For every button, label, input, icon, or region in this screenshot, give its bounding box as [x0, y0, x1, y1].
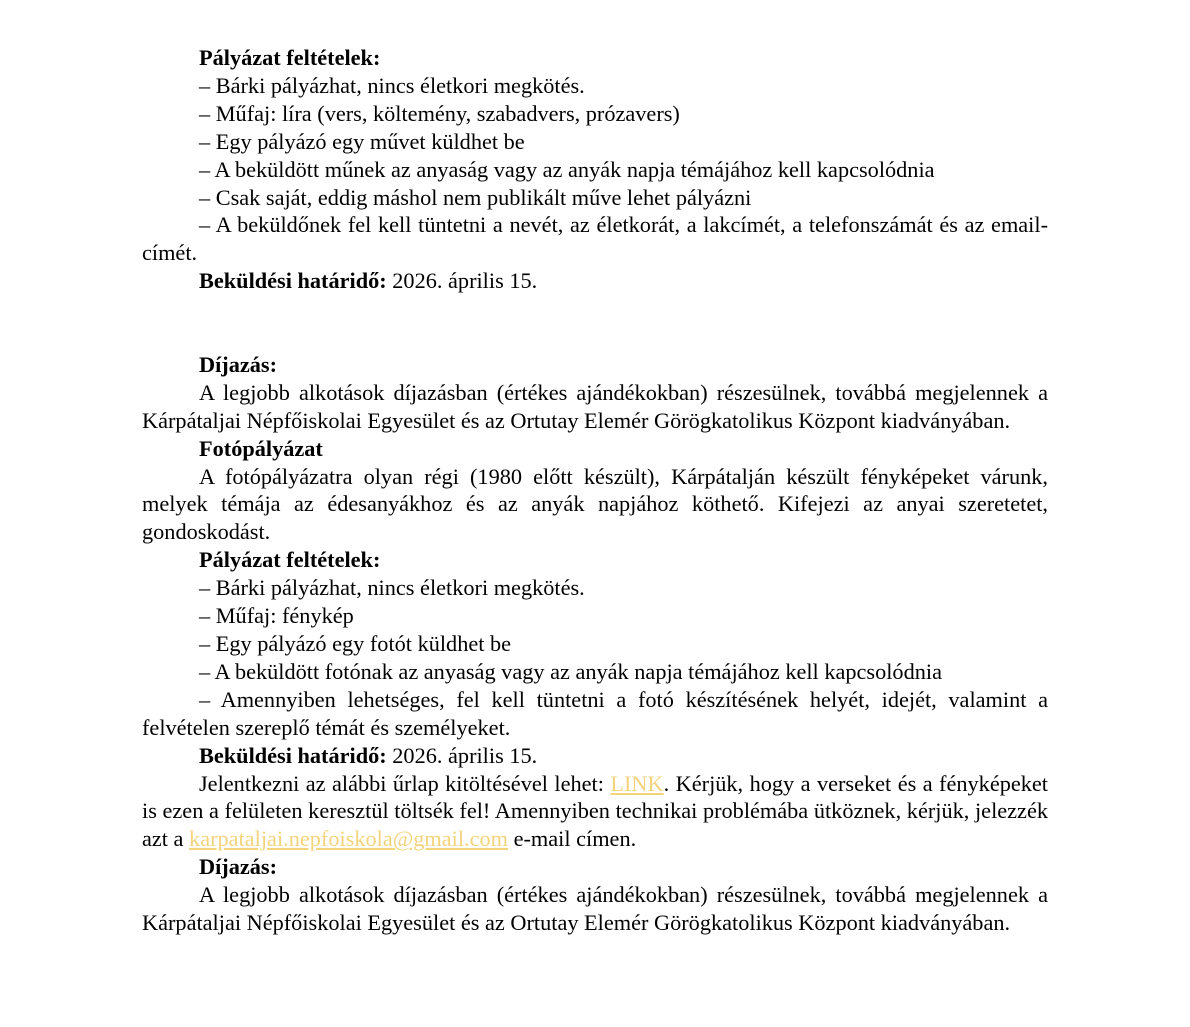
apply-text: . Kérjük, hogy a verseket és a fényképeket is ezen a felületen keresztül töltsék fel! Amennyiben technikai problémába ütköznek, kérjük, jelezzék azt a — [142, 770, 1048, 852]
email-link[interactable]: karpataljai.nepfoiskola@gmail.com — [189, 826, 509, 852]
condition-item: – Bárki pályázhat, nincs életkori megkötés. — [199, 575, 585, 601]
deadline-value: 2026. április 15. — [386, 268, 538, 294]
condition-item: – Műfaj: fénykép — [199, 603, 354, 629]
condition-item: – A beküldött fotónak az anyaság vagy az anyák napja témájához kell kapcsolódnia — [199, 658, 942, 684]
document-body — [142, 44, 1048, 937]
condition-item: – A beküldőnek fel kell tüntetni a nevét, az életkorát, a lakcímét, a telefonszámát és az email-címét. — [142, 212, 1048, 266]
condition-item: – Bárki pályázhat, nincs életkori megkötés. — [199, 72, 585, 98]
condition-item: – A beküldött műnek az anyaság vagy az anyák napja témájához kell kapcsolódnia — [199, 156, 935, 182]
apply-text: Jelentkezni az alábbi űrlap kitöltésével lehet: — [199, 770, 611, 796]
deadline-label: Beküldési határidő: — [199, 742, 387, 768]
photo-contest-intro: A fotópályázatra olyan régi (1980 előtt készült), Kárpátalján készült fényképeket várunk, melyek témája az édesanyákhoz és az anyák napjához köthető. Kifejezi az anyai szeretetet, gondoskodást. — [142, 463, 1048, 545]
deadline — [142, 742, 1048, 770]
apply-text: e-mail címen. — [508, 826, 637, 852]
prize-text: A legjobb alkotások díjazásban (értékes ajándékokban) részesülnek, továbbá megjelennek a Kárpátaljai Népfőiskolai Egyesület és az Ortutay Elemér Görögkatolikus Központ kiadványában. — [142, 882, 1048, 936]
condition-item: – Amennyiben lehetséges, fel kell tüntetni a fotó készítésének helyét, idejét, valamint a felvételen szereplő témát és személyeket. — [142, 686, 1048, 740]
condition-item: – Műfaj: líra (vers, költemény, szabadvers, prózavers) — [199, 100, 680, 126]
deadline-label: Beküldési határidő: — [199, 268, 387, 294]
condition-item: – Csak saját, eddig máshol nem publikált műve lehet pályázni — [199, 184, 752, 210]
prize-heading: Díjazás: — [199, 351, 278, 377]
condition-item: – Egy pályázó egy művet küldhet be — [199, 128, 525, 154]
deadline — [142, 267, 1048, 295]
spacer — [142, 295, 1048, 351]
prize-text: A legjobb alkotások díjazásban (értékes ajándékokban) részesülnek, továbbá megjelennek a Kárpátaljai Népfőiskolai Egyesület és az Ortutay Elemér Görögkatolikus Központ kiadványában. — [142, 379, 1048, 433]
form-link[interactable]: LINK — [610, 770, 664, 796]
prize-heading: Díjazás: — [199, 854, 278, 880]
condition-item: – Egy pályázó egy fotót küldhet be — [199, 631, 512, 657]
photo-contest-title: Fotópályázat — [199, 435, 323, 461]
apply-paragraph — [142, 770, 1048, 854]
conditions-heading: Pályázat feltételek: — [199, 547, 381, 573]
deadline-value: 2026. április 15. — [386, 742, 538, 768]
conditions-heading: Pályázat feltételek: — [199, 45, 381, 70]
